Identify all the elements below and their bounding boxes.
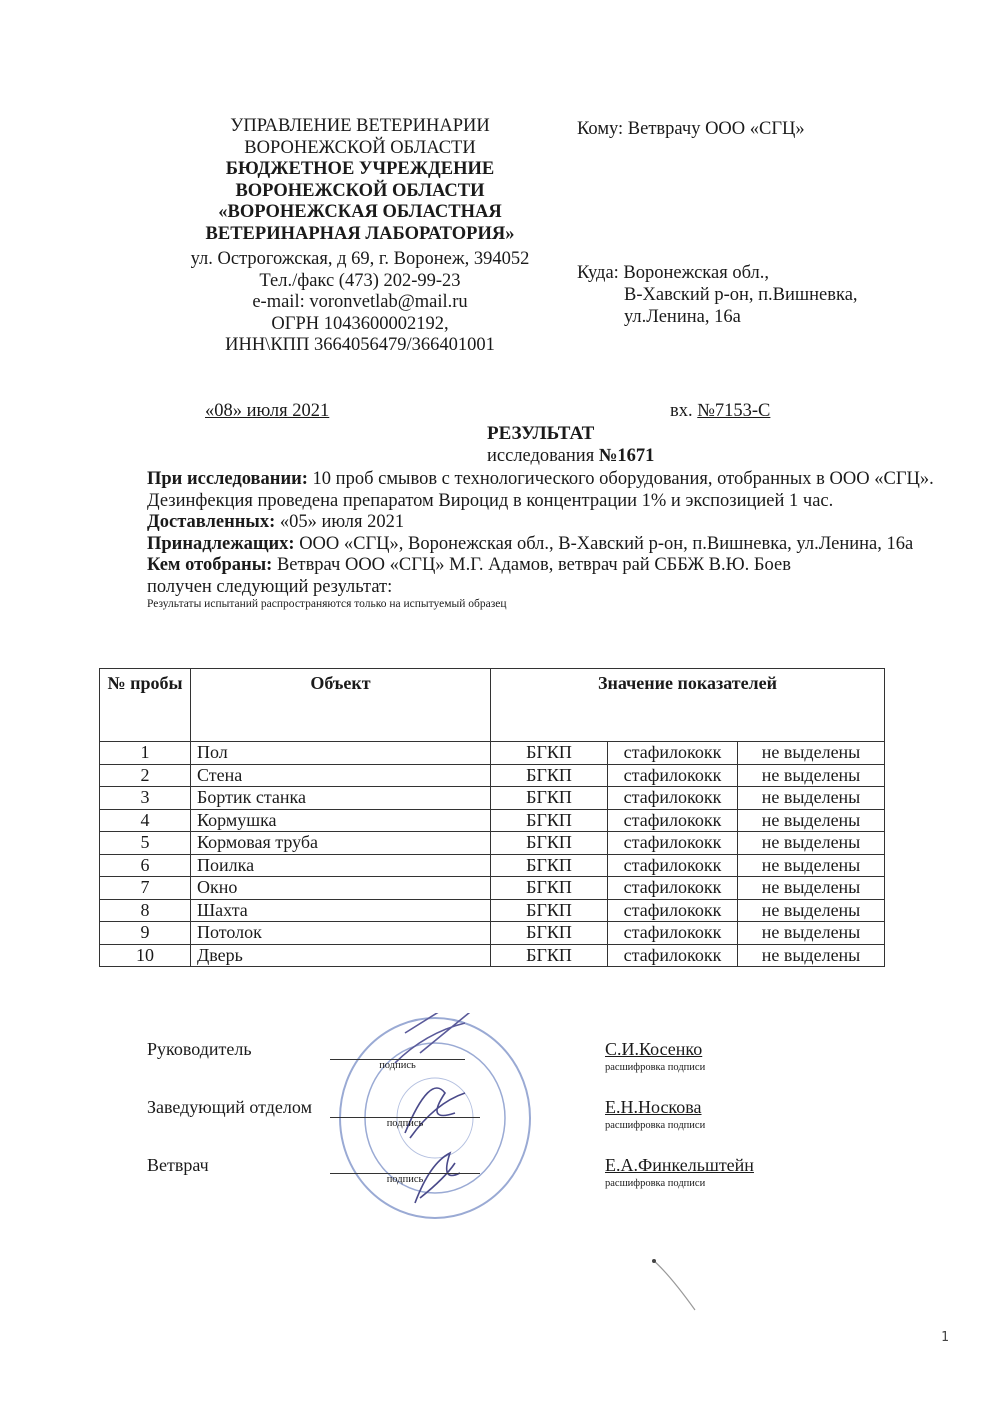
table-row — [100, 764, 885, 787]
org-ogrn: ОГРН 1043600002192, — [271, 313, 449, 334]
table-row — [100, 854, 885, 877]
research-number: №1671 — [598, 446, 655, 466]
cell-object: Потолок — [191, 922, 491, 945]
cell-num: 5 — [100, 832, 191, 855]
cell-test: БГКП — [491, 809, 608, 832]
org-name-line: ВЕТЕРИНАРНАЯ ЛАБОРАТОРИЯ» — [205, 223, 515, 244]
cell-num: 2 — [100, 764, 191, 787]
cell-num: 1 — [100, 742, 191, 765]
results-table — [99, 668, 885, 967]
org-name-line: ВОРОНЕЖСКОЙ ОБЛАСТИ — [235, 180, 485, 201]
cell-num: 7 — [100, 877, 191, 900]
owner-line — [147, 534, 937, 556]
recipient-where: Куда: Воронежская обл., — [577, 263, 770, 283]
owner-label: Принадлежащих: — [147, 533, 295, 554]
pen-mark-icon — [650, 1255, 700, 1315]
result-intro: получен следующий результат: — [147, 576, 393, 597]
cell-num: 3 — [100, 787, 191, 810]
table-row — [100, 787, 885, 810]
document-date: «08» июля 2021 — [205, 401, 330, 421]
incoming-prefix: вх. — [670, 401, 698, 421]
cell-test: БГКП — [491, 854, 608, 877]
signature-name: С.И.Косенко — [605, 1039, 703, 1059]
cell-test: БГКП — [491, 944, 608, 967]
cell-object: Бортик станка — [191, 787, 491, 810]
cell-object: Стена — [191, 764, 491, 787]
cell-organism: стафилококк — [608, 787, 738, 810]
signature-decode: расшифровка подписи — [605, 1120, 706, 1131]
table-row — [100, 944, 885, 967]
cell-object: Кормовая труба — [191, 832, 491, 855]
table-row — [100, 922, 885, 945]
cell-result: не выделены — [738, 944, 885, 967]
delivered-label: Доставленных: — [147, 512, 276, 532]
header-object: Объект — [191, 669, 491, 742]
cell-num: 4 — [100, 809, 191, 832]
cell-test: БГКП — [491, 832, 608, 855]
owner-text: ООО «СГЦ», Воронежская обл., В-Хавский р-он, п.Вишневка, ул.Ленина, 16а — [294, 533, 914, 554]
cell-result: не выделены — [738, 742, 885, 765]
recipient-to: Кому: Ветврачу ООО «СГЦ» — [577, 119, 805, 139]
table-row — [100, 832, 885, 855]
cell-organism: стафилококк — [608, 899, 738, 922]
org-name-line: «ВОРОНЕЖСКАЯ ОБЛАСТНАЯ — [218, 202, 502, 222]
signature-role: Ветврач — [147, 1155, 209, 1175]
cell-object: Пол — [191, 742, 491, 765]
cell-organism: стафилококк — [608, 922, 738, 945]
org-address: ул. Острогожская, д 69, г. Воронеж, 394052 — [190, 249, 530, 269]
cell-result: не выделены — [738, 809, 885, 832]
results-note: Результаты испытаний распространяются только на испытуемый образец — [147, 598, 507, 610]
table-row — [100, 899, 885, 922]
signature-name: Е.Н.Носкова — [605, 1097, 702, 1117]
table-header-row — [100, 669, 885, 742]
document-subtitle — [487, 446, 654, 467]
cell-test: БГКП — [491, 787, 608, 810]
research-label: При исследовании: — [147, 469, 308, 489]
cell-num: 8 — [100, 899, 191, 922]
incoming-number-value: №7153-С — [697, 401, 771, 421]
recipient-where-line: ул.Ленина, 16а — [624, 307, 741, 327]
org-phone: Тел./факс (473) 202-99-23 — [259, 270, 461, 291]
signature-caption: подпись — [386, 1174, 424, 1185]
signature-role: Заведующий отделом — [147, 1097, 312, 1117]
recipient-address — [577, 262, 858, 328]
cell-result: не выделены — [738, 854, 885, 877]
signature-caption: подпись — [379, 1060, 416, 1071]
incoming-number — [670, 401, 770, 422]
org-line: ВОРОНЕЖСКОЙ ОБЛАСТИ — [244, 137, 476, 158]
disinfection-line: Дезинфекция проведена препаратом Вироцид в концентрации 1% и экспозицией 1 час. — [147, 490, 834, 511]
cell-test: БГКП — [491, 922, 608, 945]
cell-organism: стафилококк — [608, 944, 738, 967]
org-name-line: БЮДЖЕТНОЕ УЧРЕЖДЕНИЕ — [225, 159, 495, 179]
cell-organism: стафилококк — [608, 809, 738, 832]
cell-result: не выделены — [738, 922, 885, 945]
signature-name: Е.А.Финкельштейн — [605, 1155, 754, 1175]
cell-test: БГКП — [491, 742, 608, 765]
sampled-line — [147, 555, 947, 577]
cell-num: 6 — [100, 854, 191, 877]
signature-decode: расшифровка подписи — [605, 1178, 706, 1189]
research-line — [147, 469, 947, 491]
cell-object: Кормушка — [191, 809, 491, 832]
cell-result: не выделены — [738, 877, 885, 900]
signature-caption: подпись — [386, 1118, 424, 1129]
cell-result: не выделены — [738, 899, 885, 922]
table-row — [100, 877, 885, 900]
cell-organism: стафилококк — [608, 854, 738, 877]
cell-num: 10 — [100, 944, 191, 967]
cell-organism: стафилококк — [608, 877, 738, 900]
table-row — [100, 809, 885, 832]
page-number: 1 — [941, 1330, 949, 1345]
cell-object: Шахта — [191, 899, 491, 922]
subtitle-prefix: исследования — [487, 446, 599, 466]
cell-organism: стафилококк — [608, 832, 738, 855]
cell-result: не выделены — [738, 764, 885, 787]
cell-object: Дверь — [191, 944, 491, 967]
cell-result: не выделены — [738, 787, 885, 810]
sampled-label: Кем отобраны: — [147, 555, 273, 575]
signature-decode: расшифровка подписи — [605, 1062, 706, 1073]
signature-role: Руководитель — [147, 1039, 252, 1059]
research-details — [147, 469, 947, 610]
organization-header — [150, 116, 570, 357]
delivered-text: «05» июля 2021 — [275, 512, 405, 532]
cell-organism: стафилококк — [608, 742, 738, 765]
header-values: Значение показателей — [491, 669, 885, 742]
cell-num: 9 — [100, 922, 191, 945]
org-inn-kpp: ИНН\КПП 3664056479/366401001 — [225, 335, 495, 355]
table-row — [100, 742, 885, 765]
cell-test: БГКП — [491, 899, 608, 922]
document-title: РЕЗУЛЬТАТ — [487, 423, 595, 444]
sampled-text: Ветврач ООО «СГЦ» М.Г. Адамов, ветврач рай СББЖ В.Ю. Боев — [272, 555, 791, 575]
cell-result: не выделены — [738, 832, 885, 855]
cell-organism: стафилококк — [608, 764, 738, 787]
org-email: e-mail: voronvetlab@mail.ru — [252, 292, 468, 312]
cell-object: Окно — [191, 877, 491, 900]
delivered-line — [147, 512, 947, 534]
research-text: 10 проб смывов с технологического оборудования, отобранных в ООО «СГЦ». — [307, 469, 934, 489]
cell-test: БГКП — [491, 764, 608, 787]
cell-object: Поилка — [191, 854, 491, 877]
recipient-where-line: В-Хавский р-он, п.Вишневка, — [624, 285, 858, 305]
header-sample-number: № пробы — [100, 669, 191, 742]
cell-test: БГКП — [491, 877, 608, 900]
org-line: УПРАВЛЕНИЕ ВЕТЕРИНАРИИ — [230, 116, 490, 136]
